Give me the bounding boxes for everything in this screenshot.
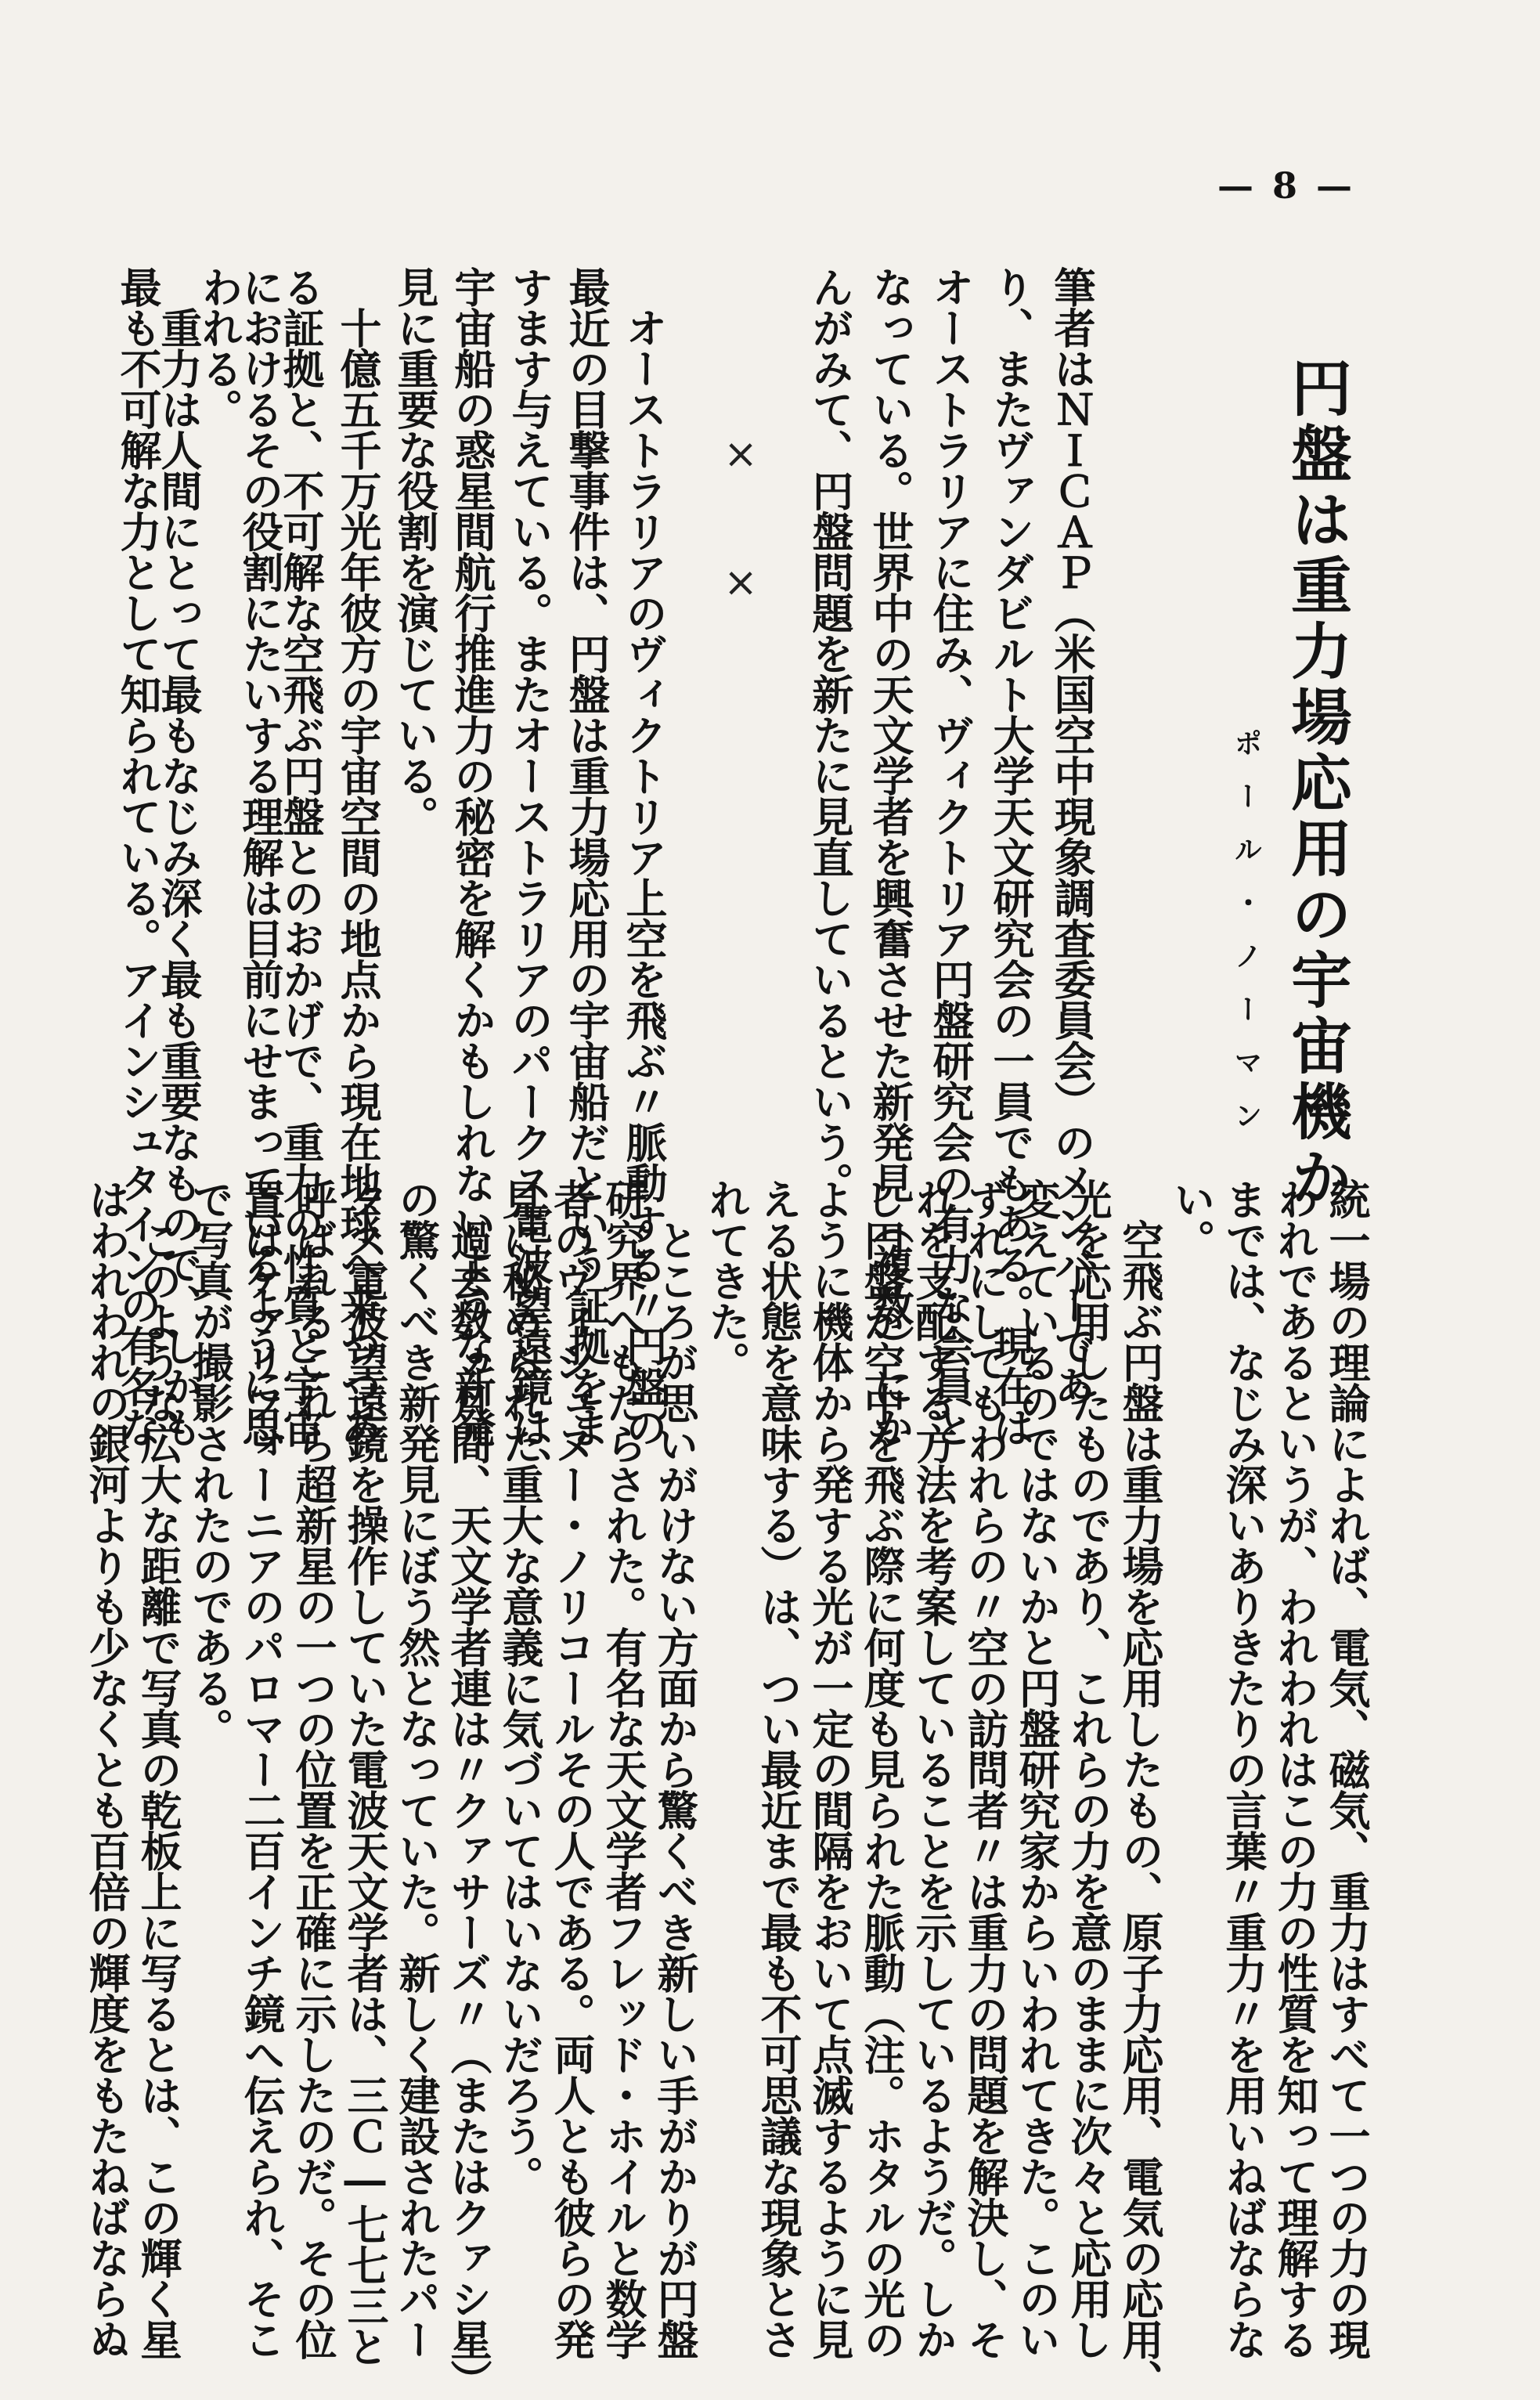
- body-line: し円盤が空中を飛ぶ際に何度も見られた脈動（注。ホタルの光の: [857, 1178, 906, 2359]
- body-line: 光を応用したものであり、これらの力を意のままに次々と応用し: [1064, 1178, 1113, 2359]
- body-line: ように機体から発する光が一定の間隔をおいて点滅するように見: [806, 1178, 854, 2359]
- intro-line: んがみて、円盤問題を新たに見直しているという。: [806, 266, 854, 1203]
- body-line: 者のヴィシュヌー・ノリコールその人である。両人とも彼らの発: [547, 1178, 596, 2359]
- body-line: 見に秘められた重大な意義に気づいてはいないだろう。: [496, 1178, 544, 2196]
- article-author: ポール・ノーマン: [1230, 728, 1263, 1154]
- body-line: 最も不可解な力として知られている。アインシュタインの有名な: [114, 266, 162, 1447]
- page-number: — 8 —: [1217, 164, 1356, 207]
- intro-line: り、またヴァンダビルト大学天文研究会の一員でもある。現在は: [986, 266, 1035, 1447]
- body-line: える状態を意味する）は、つい最近まで最も不可思議な現象とさ: [754, 1178, 802, 2359]
- body-line: 呼ばれるこれら超新星の一つの位置を正確に示したのだ。その位: [289, 1178, 337, 2359]
- body-line: で写真が撮影されたのである。: [186, 1178, 234, 1749]
- body-line: われる。: [195, 266, 243, 429]
- body-line: 研究界へもたらされた。有名な天文学者フレッド・ホイルと数学: [599, 1178, 647, 2359]
- section-separator: × ×: [717, 431, 764, 606]
- body-line: このような広大な距離で写真の乾板上に写るとは、この輝く星: [134, 1178, 182, 2359]
- body-line: ところが思いがけない方面から驚くべき新しい手がかりが円盤: [651, 1178, 699, 2359]
- intro-line: なっている。世界中の天文学者を興奮させた新発見（複数）にか: [866, 266, 914, 1447]
- body-line: われであるというが、われわれはこの力の性質を知って理解する: [1271, 1178, 1319, 2359]
- body-line: オーストラリアのヴィクトリア上空を飛ぶ〃脈動する〃円盤の: [619, 266, 668, 1447]
- body-line: 統一場の理論によれば、電気、磁気、重力はすべて一つの力の現: [1322, 1178, 1371, 2359]
- body-line: い。: [1167, 1178, 1216, 1260]
- body-line: の驚くべき新発見にぼう然となっていた。新しく建設されたパー: [392, 1178, 441, 2359]
- body-line: 重力は人間にとって最もなじみ深く最も重要なもので、しかも: [154, 266, 203, 1447]
- body-line: れを支配する方法を考案していることを示しているようだ。しか: [909, 1178, 958, 2359]
- intro-line: 筆者はＮＩＣＡＰ（米国空中現象調査委員会）のメンバーであ: [1048, 266, 1096, 1406]
- body-line: 過去数ヵ月間、天文学者連は〃クァサーズ〃（またはクァシ星）: [444, 1178, 492, 2400]
- body-line: 置はケァリフォーニアのパロマー二百インチ鏡へ伝えられ、そこ: [237, 1178, 286, 2359]
- body-line: る証拠と、不可解な空飛ぶ円盤とのおかげで、重力の性質と宇宙: [276, 266, 325, 1447]
- body-line: はわれわれの銀河よりも少なくとも百倍の輝度をもたねばならぬ: [82, 1178, 131, 2359]
- body-line: すます与えている。またオーストラリアのパークス電波望遠鏡は、: [505, 266, 554, 1488]
- body-line: におけるその役割にたいする理解は目前にせまっているように思: [236, 266, 284, 1447]
- body-line: 宇宙船の惑星間航行推進力の秘密を解くかもしれないような新発: [448, 266, 496, 1447]
- body-line: 最近の目撃事件は、円盤は重力場応用の宇宙船だという証拠をま: [562, 266, 611, 1447]
- article-title: 円盤は重力場応用の宇宙機か: [1281, 356, 1352, 1211]
- body-line: 空飛ぶ円盤は重力場を応用したもの、原子力応用、電気の応用、: [1116, 1178, 1164, 2400]
- body-line: 十億五千万光年彼方の宇宙空間の地点から現在地球へ来つつあ: [334, 266, 382, 1447]
- body-line: 見に重要な役割を演じている。: [391, 266, 439, 836]
- body-line: ずれにしてもわれらの〃空の訪問者〃は重力の問題を解決し、そ: [961, 1178, 1009, 2359]
- body-line: までは、なじみ深いありきたりの言葉〃重力〃を用いねばならな: [1219, 1178, 1268, 2359]
- body-line: れてきた。: [702, 1178, 751, 1382]
- body-line: 変えているのではないかと円盤研究家からいわれてきた。このい: [1012, 1178, 1061, 2359]
- body-line: クス電波望遠鏡を操作していた電波天文学者は、三Ｃ―七七三と: [341, 1178, 389, 2366]
- intro-line: オーストラリアに住み、ヴィクトリア円盤研究会の有力な会員と: [926, 266, 975, 1447]
